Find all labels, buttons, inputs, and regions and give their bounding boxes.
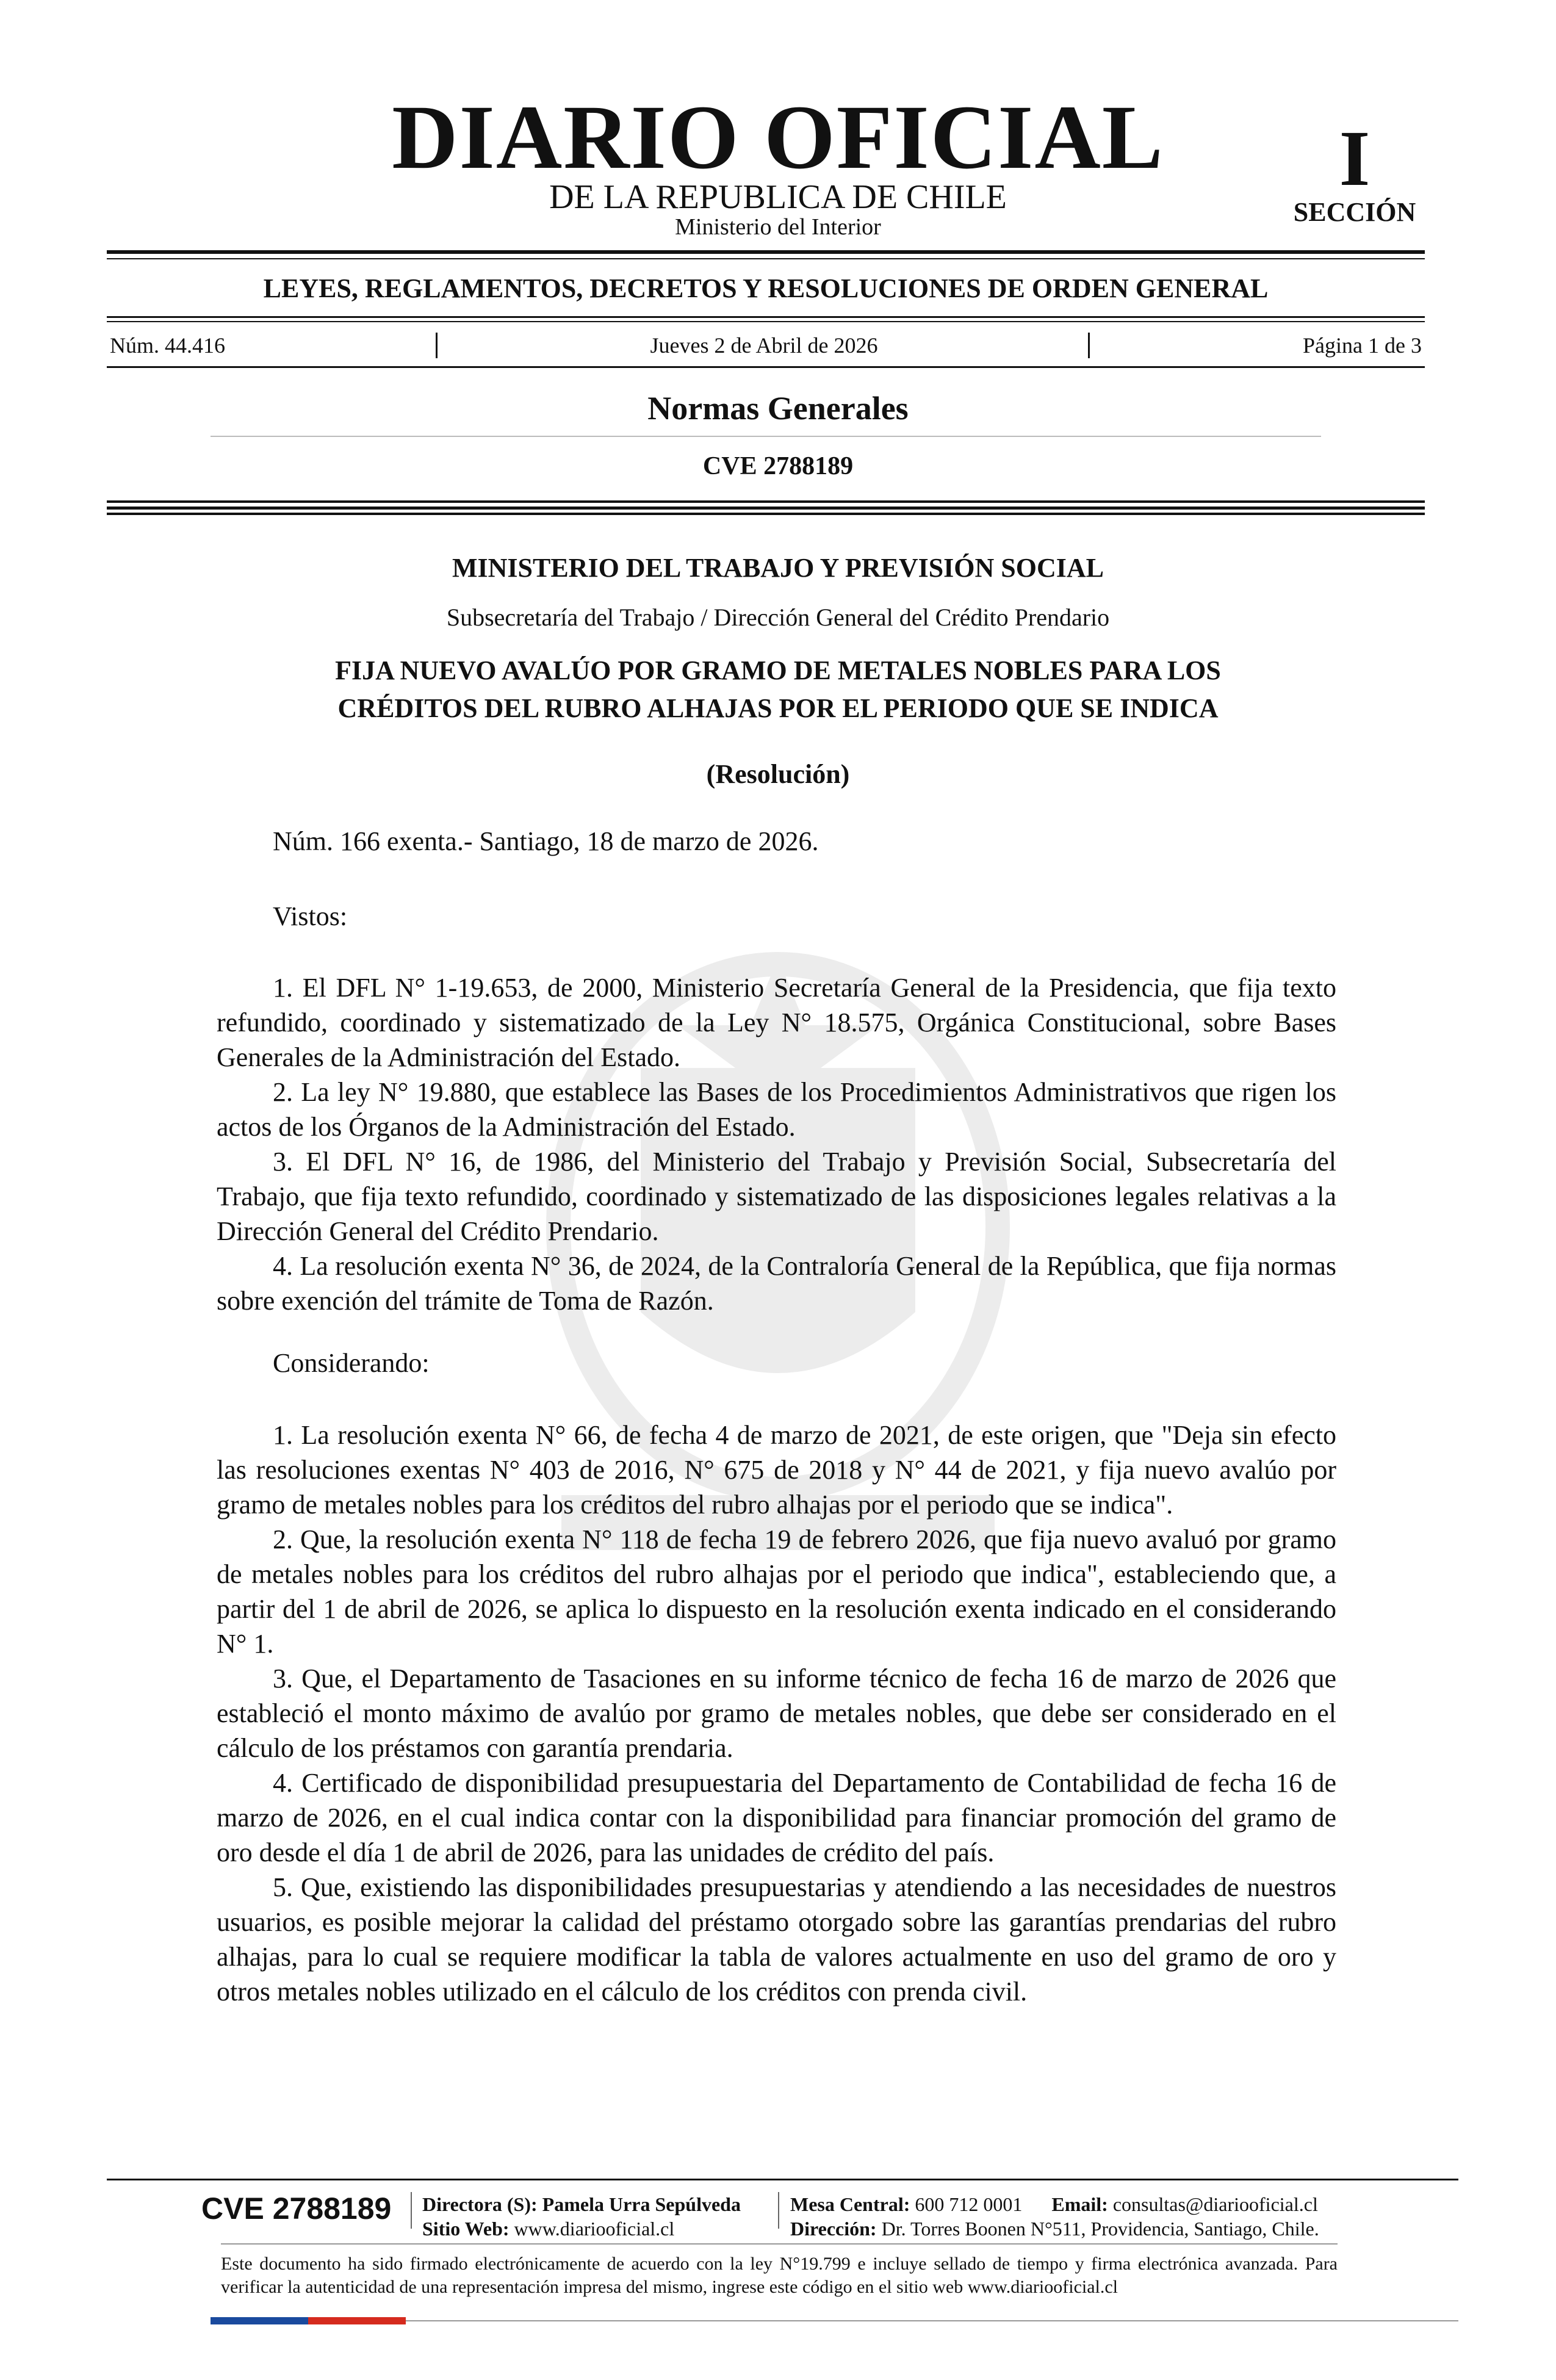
masthead-rule-thin [107, 258, 1425, 259]
resolution-type: (Resolución) [706, 759, 850, 789]
considerando-item: 2. Que, la resolución exenta N° 118 de fecha 19 de febrero 2026, que fija nuevo avaluó por gramo de metales nobles para los créditos del rubro alhajas por el periodo que indica", estableciendo que, a partir del 1 de abril de 2026, se aplica lo dispuesto en la resolución exenta indicado en el considerando N° 1. [217, 1524, 1336, 1659]
vistos-item: 4. La resolución exenta N° 36, de 2024, de la Contraloría General de la República, que fija normas sobre exención del trámite de Toma de Razón. [217, 1251, 1336, 1316]
page-count: Página 1 de 3 [1303, 333, 1422, 358]
footer-divider [778, 2192, 779, 2229]
header-rule-2 [107, 507, 1425, 510]
masthead-subtitle: DE LA REPUBLICA DE CHILE [549, 178, 1007, 216]
vistos-item: 2. La ley N° 19.880, que establece las Bases de los Procedimientos Administrativos que rigen los actos de los Órganos de la Administración del Estado. [217, 1077, 1336, 1142]
section-title-rule [211, 436, 1321, 437]
footer-web-link[interactable]: www.diariooficial.cl [514, 2218, 675, 2240]
resolution-title-line: FIJA NUEVO AVALÚO POR GRAMO DE METALES NOBLES PARA LOS [335, 655, 1221, 685]
footer-contact-block [790, 2192, 1319, 2241]
footer-rule-mid [221, 2243, 1338, 2245]
footer-director-block [422, 2192, 741, 2241]
vistos-item: 1. El DFL N° 1-19.653, de 2000, Ministerio Secretaría General de la Presidencia, que fija texto refundido, coordinado y sistematizado de la Ley N° 18.575, Orgánica Constitucional, sobre Bases Generales de la Administración del Estado. [217, 973, 1336, 1072]
issue-number: Núm. 44.416 [110, 333, 225, 358]
issue-date: Jueves 2 de Abril de 2026 [650, 333, 878, 358]
issue-meta-row [110, 333, 1422, 358]
section-label: SECCIÓN [1293, 197, 1416, 227]
footer-web-label: Sitio Web: [422, 2218, 510, 2240]
footer-director: Directora (S): Pamela Urra Sepúlveda [422, 2193, 741, 2215]
masthead-title: DIARIO OFICIAL [392, 87, 1164, 188]
flag-stripe-red [308, 2317, 406, 2324]
footer-signature-note: Este documento ha sido firmado electrónicamente de acuerdo con la ley N°19.799 e incluye sellado de tiempo y firma electrónica avanzada. Para verificar la autenticidad de una representación impresa del mismo, ingrese este código en el sitio web www.diariooficial.cl [221, 2254, 1338, 2297]
footer-email-label: Email: [1051, 2193, 1108, 2215]
vistos-list [217, 970, 1336, 1318]
footer-cve-code: CVE 2788189 [201, 2191, 392, 2226]
footer-divider [411, 2192, 412, 2229]
considerando-item: 3. Que, el Departamento de Tasaciones en su informe técnico de fecha 16 de marzo de 2026 que estableció el monto máximo de avalúo por gramo de metales nobles, que debe ser considerado en el cálculo de los préstamos con garantía prendaria. [217, 1664, 1336, 1763]
considerando-item: 5. Que, existiendo las disponibilidades presupuestarias y atendiendo a las necesidades de nuestros usuarios, es posible mejorar la calidad del préstamo otorgado sobre las garantías prendarias del rubro alhajas, para lo cual se requiere modificar la tabla de valores actualmente en uso del gramo de oro y otros metales nobles utilizado en el cálculo de los créditos con prenda civil. [217, 1872, 1336, 2007]
considerando-list [217, 1418, 1336, 2009]
vistos-item: 3. El DFL N° 16, de 1986, del Ministerio del Trabajo y Previsión Social, Subsecretaría del Trabajo, que fija texto refundido, coordinado y sistematizado de las disposiciones legales relativas a la Dirección General del Crédito Prendario. [217, 1147, 1336, 1246]
resolution-title [268, 652, 1288, 727]
resolution-title-line: CRÉDITOS DEL RUBRO ALHAJAS POR EL PERIODO QUE SE INDICA [337, 693, 1219, 723]
footer-address-label: Dirección: [790, 2218, 877, 2240]
ministry-name: MINISTERIO DEL TRABAJO Y PREVISIÓN SOCIAL [452, 553, 1104, 583]
subministry-name: Subsecretaría del Trabajo / Dirección General del Crédito Prendario [446, 604, 1110, 631]
masthead-rule-thick [107, 250, 1425, 254]
cve-code: CVE 2788189 [702, 452, 854, 480]
vistos-heading: Vistos: [273, 901, 348, 931]
considerando-item: 4. Certificado de disponibilidad presupuestaria del Departamento de Contabilidad de fecha 16 de marzo de 2026, en el cual indica contar con la disponibilidad para financiar promoción del gramo de oro desde el día 1 de abril de 2026, para las unidades de crédito del país. [217, 1768, 1336, 1867]
category-rule-top-thin [107, 321, 1425, 322]
meta-rule [107, 366, 1425, 368]
footer-address: Dr. Torres Boonen N°511, Providencia, Santiago, Chile. [881, 2218, 1319, 2240]
meta-separator [436, 333, 440, 358]
considerando-item: 1. La resolución exenta N° 66, de fecha 4 de marzo de 2021, de este origen, que "Deja sin efecto las resoluciones exentas N° 403 de 2016, N° 675 de 2018 y N° 44 de 2021, y fija nuevo avalúo por gramo de metales nobles para los créditos del rubro alhajas por el periodo que se indica". [217, 1420, 1336, 1520]
footer-rule-top [107, 2179, 1458, 2180]
header-rule-3 [107, 513, 1425, 515]
considerando-heading: Considerando: [273, 1348, 430, 1378]
section-title: Normas Generales [647, 390, 909, 427]
category-rule-top [107, 316, 1425, 318]
meta-separator [1088, 333, 1092, 358]
section-number: I [1339, 115, 1371, 203]
header-rule-1 [107, 500, 1425, 503]
category-heading: LEYES, REGLAMENTOS, DECRETOS Y RESOLUCIONES DE ORDEN GENERAL [263, 273, 1269, 303]
masthead-ministry: Ministerio del Interior [675, 214, 881, 240]
resolution-number-line: Núm. 166 exenta.- Santiago, 18 de marzo de 2026. [273, 826, 819, 856]
flag-stripe-blue [211, 2317, 308, 2324]
footer-email-link[interactable]: consultas@diariooficial.cl [1112, 2193, 1318, 2215]
footer-central-label: Mesa Central: [790, 2193, 910, 2215]
footer-central-phone: 600 712 0001 [915, 2193, 1023, 2215]
